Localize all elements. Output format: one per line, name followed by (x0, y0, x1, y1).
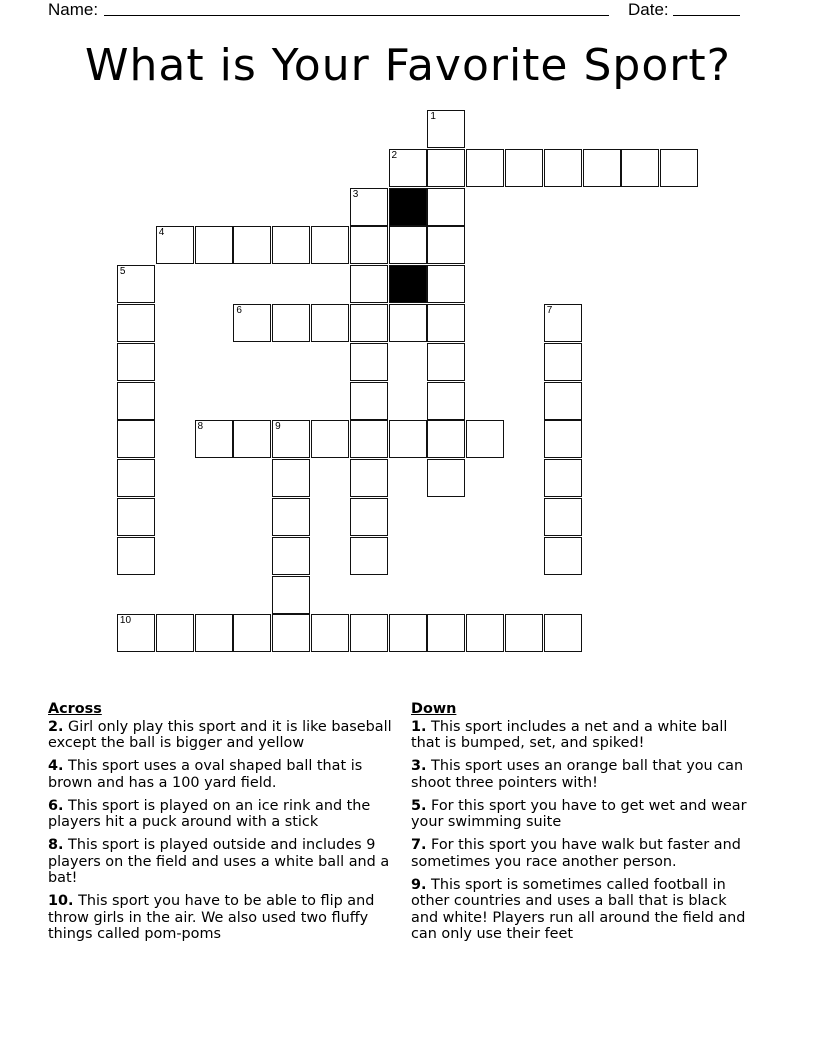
clue-text: This sport is played on an ice rink and the players hit a puck around with a stick (48, 797, 371, 830)
across-clue (48, 837, 396, 887)
date-label: Date: (628, 0, 669, 19)
name-field[interactable] (104, 15, 609, 16)
cell-number: 3 (352, 188, 359, 200)
grid-cell[interactable] (427, 149, 465, 187)
clue-text: This sport you have to be able to flip and throw girls in the air. We also used two fluffy things called pom-poms (48, 893, 375, 942)
grid-cell[interactable] (117, 537, 155, 575)
black-cell (389, 188, 427, 226)
grid-cell[interactable] (427, 420, 465, 458)
grid-cell[interactable] (233, 226, 271, 264)
grid-cell[interactable] (544, 614, 582, 652)
grid-cell[interactable] (544, 537, 582, 575)
grid-cell[interactable] (427, 226, 465, 264)
grid-cell[interactable] (427, 459, 465, 497)
grid-cell[interactable] (544, 304, 582, 342)
across-clue (48, 719, 396, 752)
cell-number: 5 (119, 266, 126, 278)
grid-cell[interactable] (117, 343, 155, 381)
grid-cell[interactable] (505, 149, 543, 187)
clue-text: This sport includes a net and a white ball that is bumped, set, and spiked! (411, 718, 728, 751)
grid-cell[interactable] (117, 498, 155, 536)
across-clue-list (48, 719, 396, 943)
grid-cell[interactable] (350, 304, 388, 342)
grid-cell[interactable] (544, 459, 582, 497)
across-clues (48, 701, 396, 949)
grid-cell[interactable] (233, 304, 271, 342)
grid-cell[interactable] (350, 537, 388, 575)
down-clue (411, 758, 751, 791)
grid-cell[interactable] (427, 110, 465, 148)
grid-cell[interactable] (156, 614, 194, 652)
grid-cell[interactable] (350, 614, 388, 652)
grid-cell[interactable] (350, 265, 388, 303)
black-cell (389, 265, 427, 303)
date-field[interactable] (673, 15, 740, 16)
grid-cell[interactable] (195, 614, 233, 652)
down-clue-list (411, 719, 751, 943)
grid-cell[interactable] (272, 537, 310, 575)
clue-number: 4. (48, 758, 64, 774)
grid-cell[interactable] (505, 614, 543, 652)
grid-cell[interactable] (350, 226, 388, 264)
grid-cell[interactable] (427, 343, 465, 381)
grid-cell[interactable] (350, 498, 388, 536)
grid-cell[interactable] (544, 498, 582, 536)
grid-cell[interactable] (311, 304, 349, 342)
down-heading: Down (411, 701, 457, 717)
grid-cell[interactable] (660, 149, 698, 187)
grid-cell[interactable] (427, 188, 465, 226)
cell-number: 4 (158, 227, 165, 239)
grid-cell[interactable] (427, 614, 465, 652)
across-heading: Across (48, 701, 102, 717)
grid-cell[interactable] (389, 226, 427, 264)
clue-number: 3. (411, 758, 427, 774)
grid-cell[interactable] (117, 614, 155, 652)
page-title: What is Your Favorite Sport? (85, 40, 731, 91)
grid-cell[interactable] (389, 420, 427, 458)
clue-number: 1. (411, 718, 427, 735)
cell-number: 6 (236, 304, 242, 316)
grid-cell[interactable] (466, 149, 504, 187)
grid-cell[interactable] (389, 304, 427, 342)
grid-cell[interactable] (350, 188, 388, 226)
grid-cell[interactable] (117, 420, 155, 458)
grid-cell[interactable] (117, 304, 155, 342)
clue-text: For this sport you have walk but faster and sometimes you race another person. (411, 837, 741, 870)
grid-cell[interactable] (427, 382, 465, 420)
grid-cell[interactable] (272, 498, 310, 536)
clue-number: 10. (48, 893, 74, 909)
grid-cell[interactable] (544, 149, 582, 187)
down-clue (411, 798, 751, 831)
grid-cell[interactable] (233, 420, 271, 458)
grid-cell[interactable] (350, 420, 388, 458)
grid-cell[interactable] (195, 420, 233, 458)
cell-number: 9 (275, 421, 281, 433)
down-clue (411, 877, 751, 943)
grid-cell[interactable] (117, 459, 155, 497)
cell-number: 10 (119, 615, 132, 627)
clue-text: For this sport you have to get wet and wear your swimming suite (411, 797, 747, 830)
across-clue (48, 758, 396, 791)
across-clue (48, 798, 396, 831)
grid-cell[interactable] (272, 459, 310, 497)
grid-cell[interactable] (389, 149, 427, 187)
clue-number: 8. (48, 837, 64, 853)
clue-number: 7. (411, 837, 427, 853)
grid-cell[interactable] (272, 576, 310, 614)
grid-cell[interactable] (117, 265, 155, 303)
down-clue (411, 837, 751, 870)
cell-number: 8 (197, 421, 204, 433)
grid-cell[interactable] (350, 459, 388, 497)
clue-number: 6. (48, 797, 64, 814)
grid-cell[interactable] (311, 614, 349, 652)
grid-cell[interactable] (544, 382, 582, 420)
grid-cell[interactable] (272, 614, 310, 652)
grid-cell[interactable] (350, 343, 388, 381)
grid-cell[interactable] (544, 420, 582, 458)
cell-number: 1 (430, 110, 436, 122)
grid-cell[interactable] (272, 304, 310, 342)
grid-cell[interactable] (466, 614, 504, 652)
across-clue (48, 893, 396, 943)
clue-text: This sport uses a oval shaped ball that is brown and has a 100 yard field. (48, 758, 363, 791)
grid-cell[interactable] (583, 149, 621, 187)
grid-cell[interactable] (389, 614, 427, 652)
clue-number: 9. (411, 876, 427, 893)
down-clue (411, 719, 751, 752)
cell-number: 2 (391, 149, 398, 161)
clue-text: Girl only play this sport and it is like baseball except the ball is bigger and yellow (48, 718, 392, 751)
cell-number: 7 (546, 304, 553, 316)
grid-cell[interactable] (156, 226, 194, 264)
grid-cell[interactable] (117, 382, 155, 420)
grid-cell[interactable] (427, 304, 465, 342)
grid-cell[interactable] (621, 149, 659, 187)
clue-text: This sport is sometimes called football in other countries and uses a ball that is black and white! Players run all around the field and can only use their feet (411, 876, 746, 942)
clue-number: 5. (411, 797, 427, 814)
clue-number: 2. (48, 718, 64, 735)
grid-cell[interactable] (427, 265, 465, 303)
grid-cell[interactable] (311, 420, 349, 458)
grid-cell[interactable] (233, 614, 271, 652)
grid-cell[interactable] (195, 226, 233, 264)
grid-cell[interactable] (272, 226, 310, 264)
grid-cell[interactable] (466, 420, 504, 458)
clue-text: This sport is played outside and includes 9 players on the field and uses a white ball and a bat! (48, 837, 390, 886)
down-clues (411, 701, 751, 949)
clue-text: This sport uses an orange ball that you can shoot three pointers with! (411, 758, 744, 791)
grid-cell[interactable] (544, 343, 582, 381)
grid-cell[interactable] (350, 382, 388, 420)
name-label: Name: (48, 0, 99, 19)
grid-cell[interactable] (311, 226, 349, 264)
grid-cell[interactable] (272, 420, 310, 458)
